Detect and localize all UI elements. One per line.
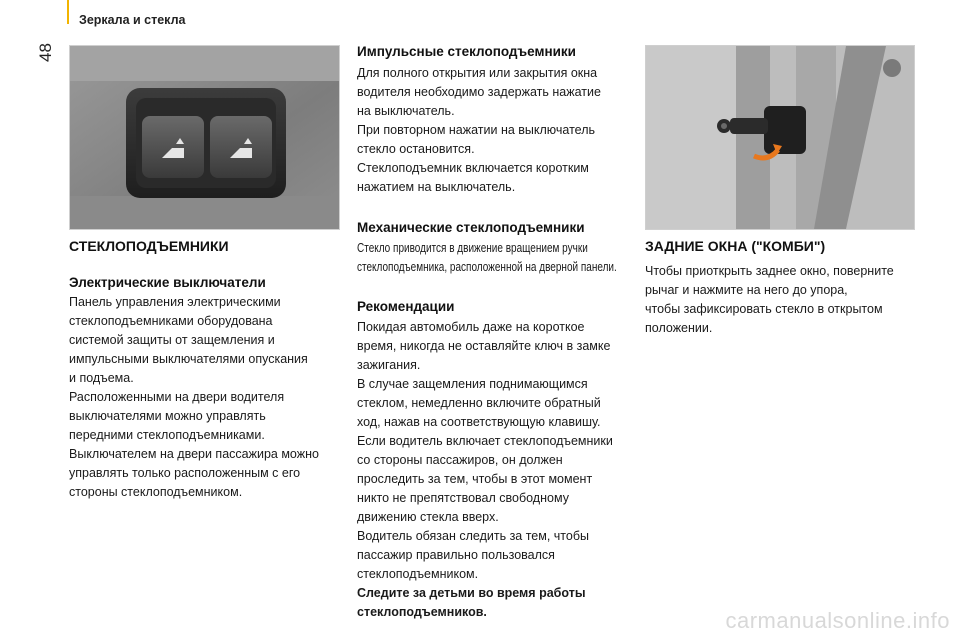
text-line: импульсными выключателями опускания	[69, 352, 308, 366]
text-line: стеклоподъемником.	[357, 567, 479, 581]
rear-window-latch-icon	[646, 46, 914, 229]
text-line: Выключателем на двери пассажира можно	[69, 447, 319, 461]
text-line: Водитель обязан следить за тем, чтобы	[357, 529, 589, 543]
text-line: Покидая автомобиль даже на короткое	[357, 320, 585, 334]
text-line: водителя необходимо задержать нажатие	[357, 85, 601, 99]
text-line: стороны стеклоподъемником.	[69, 485, 243, 499]
text-line: рычаг и нажмите на него до упора,	[645, 283, 848, 297]
mechanical-windows-heading: Механические стеклоподъемники	[357, 220, 585, 235]
rear-windows-heading: ЗАДНИЕ ОКНА ("КОМБИ")	[645, 238, 826, 254]
text-line: Стекло приводится в движение вращением ручки	[357, 241, 588, 255]
text-line: стеклоподъемниками оборудована	[69, 314, 273, 328]
text-line: чтобы зафиксировать стекло в открытом	[645, 302, 883, 316]
electric-switches-heading: Электрические выключатели	[69, 275, 266, 290]
text-line: нажатием на выключатель.	[357, 180, 516, 194]
mechanical-windows-paragraph	[357, 239, 617, 277]
section-title: Зеркала и стекла	[79, 13, 186, 27]
text-line: со стороны пассажиров, он должен	[357, 453, 563, 467]
text-line: ход, нажав на соответствующую клавишу.	[357, 415, 601, 429]
window-switch-panel-icon	[70, 46, 339, 229]
text-line: управлять только расположенным с его	[69, 466, 301, 480]
warning-line: стеклоподъемников.	[357, 605, 487, 619]
watermark: carmanualsonline.info	[725, 608, 950, 633]
text-line: и подъема.	[69, 371, 134, 385]
electric-switches-paragraph	[69, 293, 344, 502]
text-line: В случае защемления поднимающимся	[357, 377, 588, 391]
text-line: Расположенными на двери водителя	[69, 390, 285, 404]
text-line: стеклом, немедленно включите обратный	[357, 396, 601, 410]
text-line: положении.	[645, 321, 713, 335]
text-line: передними стеклоподъемниками.	[69, 428, 265, 442]
text-line: системой защиты от защемления и	[69, 333, 275, 347]
text-line: движению стекла вверх.	[357, 510, 499, 524]
impulse-windows-paragraph	[357, 64, 637, 197]
text-line: Панель управления электрическими	[69, 295, 281, 309]
windows-main-heading: СТЕКЛОПОДЪЕМНИКИ	[69, 238, 229, 254]
page-number: 48	[36, 43, 55, 62]
rear-windows-paragraph	[645, 262, 925, 338]
text-line: Если водитель включает стеклоподъемники	[357, 434, 613, 448]
text-line: При повторном нажатии на выключатель	[357, 123, 596, 137]
window-switch-photo	[69, 45, 340, 230]
text-line: выключателями можно управлять	[69, 409, 266, 423]
text-line: на выключатель.	[357, 104, 455, 118]
text-line: стекло остановится.	[357, 142, 475, 156]
header-accent-bar	[67, 0, 69, 24]
text-line: время, никогда не оставляйте ключ в замке	[357, 339, 611, 353]
text-line: Стеклоподъемник включается коротким	[357, 161, 589, 175]
text-line: зажигания.	[357, 358, 421, 372]
text-line: Чтобы приоткрыть заднее окно, поверните	[645, 264, 894, 278]
rear-window-latch-photo	[645, 45, 915, 230]
text-line: никто не препятствовал свободному	[357, 491, 569, 505]
recommendations-paragraph	[357, 318, 639, 622]
text-line: Для полного открытия или закрытия окна	[357, 66, 598, 80]
text-line: проследить за тем, чтобы в этот момент	[357, 472, 593, 486]
text-line: стеклоподъемника, расположенной на дверной панели.	[357, 260, 617, 274]
text-line: пассажир правильно пользовался	[357, 548, 555, 562]
warning-line: Следите за детьми во время работы	[357, 586, 586, 600]
recommendations-heading: Рекомендации	[357, 299, 455, 314]
impulse-windows-heading: Импульсные стеклоподъемники	[357, 44, 576, 59]
